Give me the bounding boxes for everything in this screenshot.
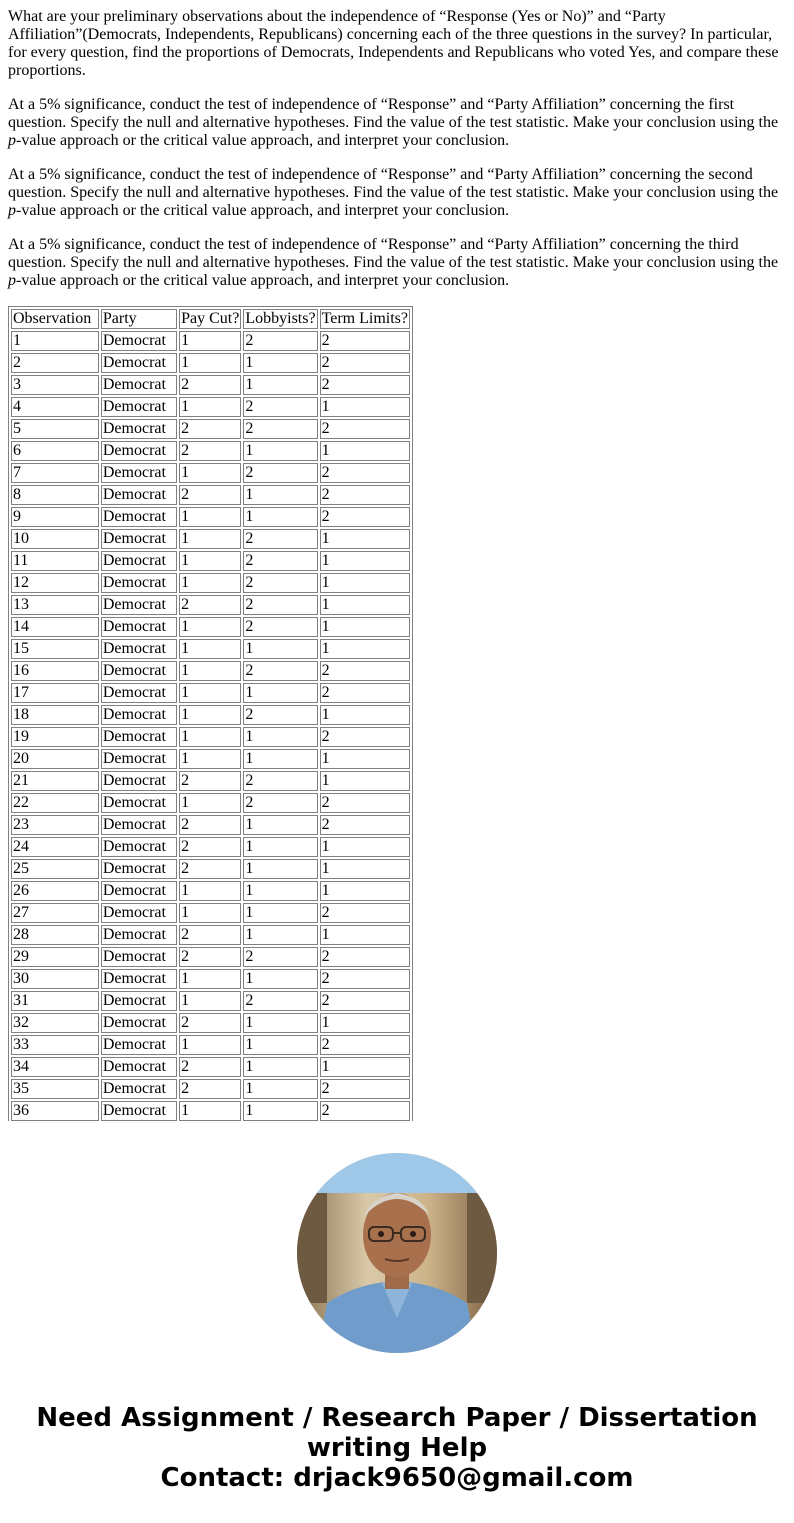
table-cell: 2	[320, 1035, 410, 1055]
table-cell: Democrat	[101, 749, 177, 769]
table-cell: Democrat	[101, 639, 177, 659]
table-cell: 16	[11, 661, 99, 681]
table-cell: 1	[243, 441, 317, 461]
table-cell: 1	[243, 859, 317, 879]
table-cell: 2	[179, 1057, 241, 1077]
table-cell: 1	[320, 837, 410, 857]
table-cell: 2	[243, 771, 317, 791]
table-cell: 1	[179, 793, 241, 813]
table-cell: 2	[179, 947, 241, 967]
promo-line-1: Need Assignment / Research Paper / Dissertation	[36, 1403, 758, 1433]
table-cell: 2	[320, 793, 410, 813]
question-text-tail: -value approach or the critical value approach, and interpret your conclusion.	[16, 132, 510, 149]
table-cell: 1	[179, 661, 241, 681]
table-row	[11, 727, 410, 747]
question-text: What are your preliminary observations about the independence of “Response (Yes or No)” and “Party Affiliation”(Democrats, Independents, Republicans) concerning each of the three questions in the survey? In particular, for every question, find the proportions of Democrats, Independents and Republicans who voted Yes, and compare these proportions.	[8, 8, 779, 79]
table-cell: Democrat	[101, 485, 177, 505]
table-cell: 1	[243, 969, 317, 989]
table-cell: 12	[11, 573, 99, 593]
table-cell: 2	[320, 683, 410, 703]
table-cell: 23	[11, 815, 99, 835]
table-cell: 2	[243, 529, 317, 549]
table-cell: 1	[320, 1057, 410, 1077]
table-cell: 30	[11, 969, 99, 989]
table-cell: 1	[179, 991, 241, 1011]
table-cell: 1	[243, 1079, 317, 1099]
question-paragraph	[8, 166, 786, 220]
table-cell: 2	[243, 551, 317, 571]
table-cell: Democrat	[101, 837, 177, 857]
table-cell: 1	[243, 485, 317, 505]
table-cell: 1	[320, 771, 410, 791]
table-cell: Democrat	[101, 529, 177, 549]
table-cell: Democrat	[101, 991, 177, 1011]
table-cell: 2	[243, 397, 317, 417]
table-row	[11, 1035, 410, 1055]
italic-p-symbol: p	[8, 132, 16, 149]
table-cell: 1	[243, 353, 317, 373]
table-row	[11, 1057, 410, 1077]
table-cell: 1	[179, 749, 241, 769]
table-cell: 1	[320, 617, 410, 637]
table-cell: 2	[179, 419, 241, 439]
table-cell: 2	[320, 661, 410, 681]
table-row	[11, 551, 410, 571]
table-cell: 35	[11, 1079, 99, 1099]
question-list	[8, 8, 786, 290]
table-cell: 2	[179, 1079, 241, 1099]
table-cell: 19	[11, 727, 99, 747]
table-cell: Democrat	[101, 507, 177, 527]
table-row	[11, 925, 410, 945]
table-cell: 2	[179, 1013, 241, 1033]
table-cell: 1	[320, 1013, 410, 1033]
table-cell: 2	[243, 991, 317, 1011]
table-cell: Democrat	[101, 463, 177, 483]
table-row	[11, 507, 410, 527]
table-cell: 11	[11, 551, 99, 571]
table-cell: 28	[11, 925, 99, 945]
table-cell: 1	[243, 727, 317, 747]
table-cell: 26	[11, 881, 99, 901]
table-row	[11, 661, 410, 681]
table-cell: Democrat	[101, 793, 177, 813]
promo-banner	[0, 1403, 794, 1493]
table-cell: 2	[179, 925, 241, 945]
table-cell: 1	[179, 639, 241, 659]
table-cell: Democrat	[101, 419, 177, 439]
table-cell: 1	[320, 441, 410, 461]
column-header: Observation	[11, 309, 99, 329]
table-cell: Democrat	[101, 969, 177, 989]
table-row	[11, 705, 410, 725]
table-cell: 1	[320, 859, 410, 879]
table-cell: Democrat	[101, 727, 177, 747]
table-cell: Democrat	[101, 947, 177, 967]
italic-p-symbol: p	[8, 272, 16, 289]
table-cell: 1	[179, 353, 241, 373]
table-cell: 2	[179, 441, 241, 461]
column-header: Term Limits?	[320, 309, 410, 329]
table-cell: 1	[179, 683, 241, 703]
table-cell: 1	[320, 529, 410, 549]
table-cell: 1	[243, 1057, 317, 1077]
table-cell: 2	[243, 793, 317, 813]
table-cell: 13	[11, 595, 99, 615]
table-cell: 1	[179, 727, 241, 747]
table-cell: 1	[320, 705, 410, 725]
table-cell: Democrat	[101, 441, 177, 461]
table-cell: 1	[179, 969, 241, 989]
table-cell: 2	[320, 353, 410, 373]
table-cell: 1	[320, 749, 410, 769]
survey-data-table	[9, 307, 412, 1121]
table-cell: 1	[320, 639, 410, 659]
table-cell: 31	[11, 991, 99, 1011]
table-cell: 1	[320, 397, 410, 417]
table-cell: Democrat	[101, 331, 177, 351]
question-paragraph	[8, 236, 786, 290]
table-row	[11, 639, 410, 659]
table-row	[11, 793, 410, 813]
table-row	[11, 771, 410, 791]
table-row	[11, 815, 410, 835]
table-cell: 2	[179, 595, 241, 615]
table-cell: 14	[11, 617, 99, 637]
table-row	[11, 1013, 410, 1033]
table-cell: 1	[243, 903, 317, 923]
table-cell: 2	[320, 419, 410, 439]
table-cell: Democrat	[101, 375, 177, 395]
table-cell: 1	[179, 463, 241, 483]
table-cell: 2	[320, 463, 410, 483]
table-cell: 1	[320, 881, 410, 901]
table-cell: 2	[179, 485, 241, 505]
table-cell: 1	[179, 529, 241, 549]
table-cell: 3	[11, 375, 99, 395]
table-cell: 36	[11, 1101, 99, 1121]
table-row	[11, 573, 410, 593]
table-cell: 1	[179, 1101, 241, 1121]
table-cell: 1	[243, 837, 317, 857]
table-cell: 2	[320, 507, 410, 527]
table-cell: 2	[320, 375, 410, 395]
table-header-row	[11, 309, 410, 329]
table-cell: 1	[243, 1013, 317, 1033]
table-cell: Democrat	[101, 595, 177, 615]
table-cell: 34	[11, 1057, 99, 1077]
table-cell: 20	[11, 749, 99, 769]
table-cell: 2	[11, 353, 99, 373]
table-cell: 1	[179, 507, 241, 527]
table-cell: 1	[179, 1035, 241, 1055]
table-row	[11, 529, 410, 549]
author-photo	[297, 1153, 497, 1353]
question-text: At a 5% significance, conduct the test of independence of “Response” and “Party Affiliation” concerning the third question. Specify the null and alternative hypotheses. Find the value of the test statistic. Make your conclusion using the	[8, 236, 779, 271]
table-row	[11, 441, 410, 461]
table-cell: 6	[11, 441, 99, 461]
table-cell: Democrat	[101, 551, 177, 571]
table-row	[11, 1101, 410, 1121]
table-row	[11, 1079, 410, 1099]
table-cell: 17	[11, 683, 99, 703]
table-cell: 21	[11, 771, 99, 791]
table-cell: 1	[243, 1101, 317, 1121]
table-cell: 2	[243, 463, 317, 483]
table-cell: 15	[11, 639, 99, 659]
table-cell: 1	[179, 903, 241, 923]
table-row	[11, 881, 410, 901]
table-cell: 1	[243, 507, 317, 527]
table-cell: 2	[243, 617, 317, 637]
table-cell: 1	[243, 1035, 317, 1055]
table-cell: 33	[11, 1035, 99, 1055]
table-row	[11, 595, 410, 615]
column-header: Lobbyists?	[245, 310, 316, 327]
table-cell: 1	[179, 551, 241, 571]
table-cell: 2	[179, 771, 241, 791]
table-row	[11, 617, 410, 637]
table-cell: 25	[11, 859, 99, 879]
table-cell: 29	[11, 947, 99, 967]
table-row	[11, 375, 410, 395]
table-row	[11, 837, 410, 857]
table-cell: 32	[11, 1013, 99, 1033]
table-cell: 1	[11, 331, 99, 351]
table-cell: 22	[11, 793, 99, 813]
question-text-tail: -value approach or the critical value approach, and interpret your conclusion.	[16, 202, 510, 219]
table-row	[11, 969, 410, 989]
table-row	[11, 485, 410, 505]
table-cell: 18	[11, 705, 99, 725]
table-cell: Democrat	[101, 1079, 177, 1099]
table-cell: 27	[11, 903, 99, 923]
table-cell: Democrat	[101, 1013, 177, 1033]
data-table-container	[8, 306, 413, 1121]
table-cell: 2	[320, 1101, 410, 1121]
table-cell: 2	[243, 595, 317, 615]
table-cell: 5	[11, 419, 99, 439]
table-cell: 2	[320, 1079, 410, 1099]
table-row	[11, 419, 410, 439]
table-cell: Democrat	[101, 1057, 177, 1077]
table-cell: 1	[243, 375, 317, 395]
table-cell: 1	[243, 925, 317, 945]
table-cell: 2	[179, 837, 241, 857]
table-cell: 1	[243, 815, 317, 835]
table-cell: 2	[243, 331, 317, 351]
table-cell: 2	[179, 859, 241, 879]
table-cell: 1	[179, 881, 241, 901]
table-cell: Democrat	[101, 683, 177, 703]
table-cell: 1	[320, 595, 410, 615]
table-cell: 4	[11, 397, 99, 417]
table-cell: 1	[243, 749, 317, 769]
question-paragraph	[8, 8, 786, 80]
table-cell: Democrat	[101, 397, 177, 417]
table-row	[11, 463, 410, 483]
table-row	[11, 353, 410, 373]
table-row	[11, 397, 410, 417]
table-cell: 9	[11, 507, 99, 527]
table-cell: Democrat	[101, 903, 177, 923]
table-cell: 2	[179, 375, 241, 395]
table-cell: 2	[320, 485, 410, 505]
table-cell: 8	[11, 485, 99, 505]
table-cell: 1	[243, 683, 317, 703]
table-cell: Democrat	[101, 353, 177, 373]
table-cell: 1	[243, 881, 317, 901]
table-row	[11, 683, 410, 703]
table-cell: Democrat	[101, 881, 177, 901]
table-cell: Democrat	[101, 705, 177, 725]
table-cell: Democrat	[101, 1035, 177, 1055]
table-row	[11, 331, 410, 351]
table-cell: Democrat	[101, 661, 177, 681]
table-cell: 1	[320, 925, 410, 945]
table-row	[11, 903, 410, 923]
table-cell: 1	[179, 705, 241, 725]
table-cell: 2	[320, 903, 410, 923]
table-cell: 1	[179, 331, 241, 351]
table-cell: 1	[243, 639, 317, 659]
table-cell: 2	[243, 705, 317, 725]
table-row	[11, 947, 410, 967]
table-cell: 1	[179, 397, 241, 417]
table-cell: Democrat	[101, 573, 177, 593]
table-cell: 10	[11, 529, 99, 549]
question-paragraph	[8, 96, 786, 150]
table-cell: 2	[320, 815, 410, 835]
table-row	[11, 749, 410, 769]
column-header: Pay Cut?	[181, 310, 240, 327]
table-cell: 1	[320, 573, 410, 593]
table-cell: Democrat	[101, 815, 177, 835]
table-cell: 7	[11, 463, 99, 483]
table-cell: 2	[243, 661, 317, 681]
table-cell: 2	[179, 815, 241, 835]
italic-p-symbol: p	[8, 202, 16, 219]
table-cell: Democrat	[101, 859, 177, 879]
table-row	[11, 991, 410, 1011]
table-cell: 2	[243, 573, 317, 593]
table-cell: 1	[320, 551, 410, 571]
table-cell: Democrat	[101, 617, 177, 637]
portrait-image	[297, 1153, 497, 1353]
column-header: Party	[101, 309, 177, 329]
question-text: At a 5% significance, conduct the test of independence of “Response” and “Party Affiliation” concerning the first question. Specify the null and alternative hypotheses. Find the value of the test statistic. Make your conclusion using the	[8, 96, 779, 131]
table-cell: 1	[179, 573, 241, 593]
table-cell: Democrat	[101, 925, 177, 945]
table-cell: 2	[320, 947, 410, 967]
question-text: At a 5% significance, conduct the test of independence of “Response” and “Party Affiliation” concerning the second question. Specify the null and alternative hypotheses. Find the value of the test statistic. Make your conclusion using the	[8, 166, 779, 201]
table-cell: Democrat	[101, 771, 177, 791]
question-text-tail: -value approach or the critical value approach, and interpret your conclusion.	[16, 272, 510, 289]
table-cell: 2	[320, 331, 410, 351]
table-cell: 1	[179, 617, 241, 637]
table-cell: 2	[243, 419, 317, 439]
table-row	[11, 859, 410, 879]
table-cell: 2	[320, 727, 410, 747]
promo-line-2: writing Help	[306, 1433, 488, 1463]
table-cell: 24	[11, 837, 99, 857]
promo-contact-email: Contact: drjack9650@gmail.com	[160, 1463, 634, 1493]
table-cell: Democrat	[101, 1101, 177, 1121]
table-cell: 2	[243, 947, 317, 967]
table-cell: 2	[320, 991, 410, 1011]
table-cell: 2	[320, 969, 410, 989]
